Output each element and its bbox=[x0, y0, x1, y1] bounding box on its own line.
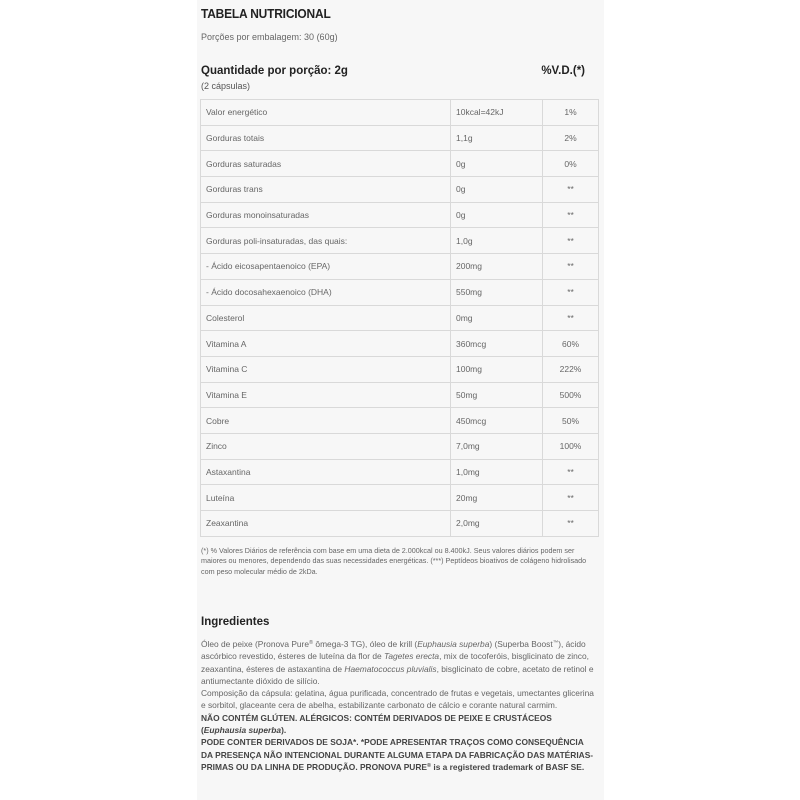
nutrient-name: Vitamina A bbox=[201, 331, 451, 357]
species-name: Euphausia superba bbox=[417, 639, 490, 649]
nutrient-name: Vitamina E bbox=[201, 382, 451, 408]
nutrient-daily-value: ** bbox=[543, 485, 599, 511]
registered-mark: ® bbox=[309, 640, 314, 646]
nutrient-daily-value: ** bbox=[543, 305, 599, 331]
nutrient-name: Zeaxantina bbox=[201, 511, 451, 537]
nutrient-daily-value: ** bbox=[543, 511, 599, 537]
ingredients-segment: ômega-3 TG), óleo de krill ( bbox=[313, 639, 418, 649]
nutrient-name: Gorduras poli-insaturadas, das quais: bbox=[201, 228, 451, 254]
nutrition-row bbox=[201, 305, 599, 331]
ingredients-segment: ) (Superba Boost bbox=[489, 639, 553, 649]
nutrient-name: - Ácido docosahexaenoico (DHA) bbox=[201, 279, 451, 305]
nutrient-amount: 100mg bbox=[451, 356, 543, 382]
nutrient-name: Gorduras saturadas bbox=[201, 151, 451, 177]
nutrient-daily-value: 60% bbox=[543, 331, 599, 357]
daily-value-header: %V.D.(*) bbox=[541, 65, 585, 77]
ingredients-text bbox=[201, 638, 596, 773]
soy-warning bbox=[201, 737, 593, 772]
nutrient-daily-value: 1% bbox=[543, 100, 599, 126]
nutrient-daily-value: ** bbox=[543, 202, 599, 228]
soy-segment: PODE CONTER DERIVADOS DE SOJA*. *PODE APRESENTAR TRAÇOS COMO CONSEQUÊNCIA DA PRESENÇA NÃO INTENCIONAL DURANTE ALGUMA ETAPA DA FABRICAÇÃO DAS MATÉRIAS-PRIMAS OU DA LINHA DE PRODUÇÃO. PRONOVA PURE bbox=[201, 737, 594, 772]
nutrient-daily-value: ** bbox=[543, 279, 599, 305]
nutrient-name: Vitamina C bbox=[201, 356, 451, 382]
ingredients-segment: , mix de tocoferóis, bisglicinato de zinco, zeaxantina, ésteres de astaxantina de bbox=[201, 651, 589, 674]
nutrient-daily-value: ** bbox=[543, 459, 599, 485]
nutrition-panel bbox=[197, 0, 604, 800]
nutrient-name: Gorduras totais bbox=[201, 125, 451, 151]
nutrient-amount: 0g bbox=[451, 202, 543, 228]
nutrient-amount: 200mg bbox=[451, 254, 543, 280]
nutrient-daily-value: ** bbox=[543, 254, 599, 280]
nutrition-row bbox=[201, 331, 599, 357]
nutrient-name: Luteína bbox=[201, 485, 451, 511]
serving-size-sub: (2 cápsulas) bbox=[201, 81, 251, 91]
nutrient-name: Cobre bbox=[201, 408, 451, 434]
nutrition-row bbox=[201, 382, 599, 408]
nutrient-amount: 10kcal=42kJ bbox=[451, 100, 543, 126]
nutrient-name: Astaxantina bbox=[201, 459, 451, 485]
allergen-segment: NÃO CONTÉM GLÚTEN. ALÉRGICOS: CONTÉM DERIVADOS DE PEIXE E CRUSTÁCEOS ( bbox=[201, 712, 552, 736]
nutrition-row bbox=[201, 485, 599, 511]
nutrition-row bbox=[201, 228, 599, 254]
nutrient-amount: 360mcg bbox=[451, 331, 543, 357]
nutrient-amount: 2,0mg bbox=[451, 511, 543, 537]
nutrition-row bbox=[201, 511, 599, 537]
nutrient-daily-value: 500% bbox=[543, 382, 599, 408]
nutrient-daily-value: ** bbox=[543, 177, 599, 203]
nutrient-daily-value: 50% bbox=[543, 408, 599, 434]
nutrition-row bbox=[201, 125, 599, 151]
registered-mark: ® bbox=[426, 762, 432, 769]
nutrient-amount: 550mg bbox=[451, 279, 543, 305]
nutrition-title: TABELA NUTRICIONAL bbox=[201, 6, 331, 21]
serving-size-label: Quantidade por porção: 2g bbox=[201, 65, 348, 77]
trademark-note: is a registered trademark of BASF SE. bbox=[431, 761, 585, 772]
nutrient-amount: 0g bbox=[451, 151, 543, 177]
nutrient-amount: 1,0mg bbox=[451, 459, 543, 485]
nutrition-footnote: (*) % Valores Diários de referência com base em uma dieta de 2.000kcal ou 8.400kJ. Seus valores diários podem ser maiores ou menores, dependendo das suas necessidades energéticas. (***) Peptídeos bioativos de colágeno hidrolisado com peso molecular médio de 2kDa. bbox=[201, 546, 587, 576]
nutrition-row bbox=[201, 356, 599, 382]
nutrient-daily-value: ** bbox=[543, 228, 599, 254]
nutrient-name: Zinco bbox=[201, 433, 451, 459]
nutrient-daily-value: 100% bbox=[543, 433, 599, 459]
nutrient-amount: 1,0g bbox=[451, 228, 543, 254]
capsule-composition: Composição da cápsula: gelatina, água purificada, concentrado de frutas e vegetais, umectantes glicerina e sorbitol, glaceante cera de abelha, estabilizante carbonato de cálcio e corante natural carmim. bbox=[201, 688, 594, 711]
nutrient-amount: 7,0mg bbox=[451, 433, 543, 459]
ingredients-title: Ingredientes bbox=[201, 616, 270, 628]
allergen-warning bbox=[201, 713, 552, 735]
nutrient-amount: 50mg bbox=[451, 382, 543, 408]
nutrition-row bbox=[201, 254, 599, 280]
nutrient-amount: 1,1g bbox=[451, 125, 543, 151]
species-name: Euphausia superba bbox=[203, 725, 282, 736]
nutrient-daily-value: 222% bbox=[543, 356, 599, 382]
species-name: Haematococcus pluvialis bbox=[344, 663, 437, 674]
ingredients-segment: , bisglicinato de cobre, acetato de retinol e antiumectante dióxido de silício. bbox=[201, 663, 594, 686]
ingredients-segment: ), ácido ascórbico revestido, ésteres de luteína da flor de bbox=[201, 639, 586, 662]
allergen-segment: ). bbox=[281, 725, 287, 736]
servings-per-package: Porções por embalagem: 30 (60g) bbox=[201, 32, 338, 42]
nutrient-name: Valor energético bbox=[201, 100, 451, 126]
trademark-mark: ™ bbox=[552, 640, 559, 646]
nutrition-row bbox=[201, 151, 599, 177]
nutrition-row bbox=[201, 279, 599, 305]
nutrient-daily-value: 0% bbox=[543, 151, 599, 177]
nutrient-amount: 450mcg bbox=[451, 408, 543, 434]
nutrition-row bbox=[201, 459, 599, 485]
serving-header bbox=[201, 65, 596, 77]
nutrient-daily-value: 2% bbox=[543, 125, 599, 151]
nutrition-row bbox=[201, 433, 599, 459]
nutrient-name: Gorduras monoinsaturadas bbox=[201, 202, 451, 228]
nutrition-row bbox=[201, 408, 599, 434]
species-name: Tagetes erecta bbox=[383, 651, 440, 662]
nutrition-table bbox=[200, 99, 599, 537]
ingredients-segment: Óleo de peixe (Pronova Pure bbox=[201, 639, 310, 649]
nutrient-amount: 20mg bbox=[451, 485, 543, 511]
nutrition-row bbox=[201, 100, 599, 126]
nutrient-name: Colesterol bbox=[201, 305, 451, 331]
nutrition-row bbox=[201, 177, 599, 203]
nutrient-amount: 0g bbox=[451, 177, 543, 203]
nutrient-amount: 0mg bbox=[451, 305, 543, 331]
nutrient-name: - Ácido eicosapentaenoico (EPA) bbox=[201, 254, 451, 280]
nutrient-name: Gorduras trans bbox=[201, 177, 451, 203]
nutrition-row bbox=[201, 202, 599, 228]
